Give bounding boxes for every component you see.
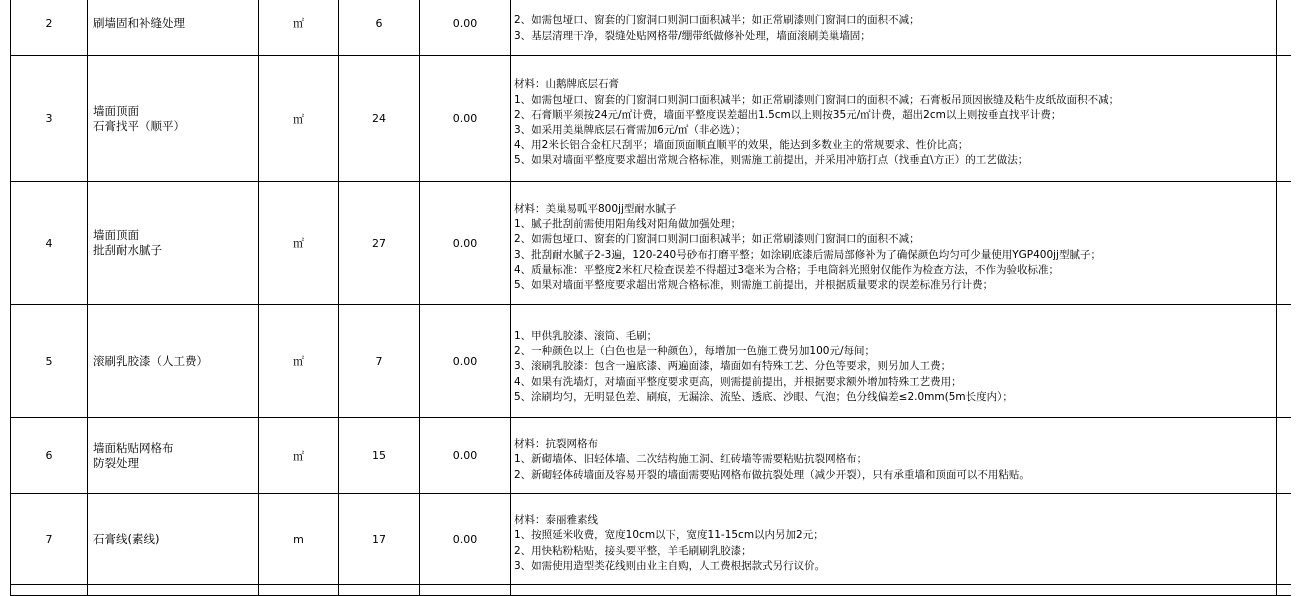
table-row[interactable] xyxy=(11,56,1292,182)
cell-index[interactable]: 4 xyxy=(11,182,88,305)
item-name-line: 石膏找平（顺平） xyxy=(93,118,185,133)
description-line: 2、如需包垭口、窗套的门窗洞口则洞口面积减半；如正常刷漆则门窗洞口的面积不减； xyxy=(514,14,920,27)
description-line: 3、如需使用造型类花线则由业主自购，人工费根据款式另行议价。 xyxy=(514,559,826,572)
description-line: 1、新砌墙体、旧轻体墙、二次结构施工洞、红砖墙等需要粘贴抗裂网格布； xyxy=(514,453,868,466)
cell-unit[interactable]: ㎡ xyxy=(259,182,339,305)
cell-unit[interactable]: ㎡ xyxy=(259,0,339,56)
description-line: 1、如需包垭口、窗套的门窗洞口则洞口面积减半；如正常刷漆则门窗洞口的面积不减；石膏板吊顶因嵌缝及粘牛皮纸故面积不减； xyxy=(514,93,1120,106)
description-line: 5、涂刷均匀，无明显色差、刷痕，无漏涂、流坠、透底、沙眼、气泡；色分线偏差≤2.0mm(5m长度内）； xyxy=(514,390,1013,403)
cell-quantity[interactable]: 6 xyxy=(339,0,420,56)
cell-blank[interactable] xyxy=(1277,585,1292,596)
description-line: 材料：美巢易呱平800jj型耐水腻子 xyxy=(514,202,677,215)
cell-quantity[interactable]: 27 xyxy=(339,182,420,305)
cell-price[interactable]: 0.00 xyxy=(420,0,511,56)
cell-description[interactable] xyxy=(511,182,1277,305)
cell-unit[interactable]: ㎡ xyxy=(259,305,339,418)
item-name-line: 防裂处理 xyxy=(93,455,139,470)
quotation-table-body xyxy=(11,0,1292,596)
description-line: 5、如果对墙面平整度要求超出常规合格标准，则需施工前提出，并根据质量要求的误差标准另行计费； xyxy=(514,278,994,291)
cell-quantity[interactable]: 17 xyxy=(339,494,420,585)
cell-index[interactable]: 3 xyxy=(11,56,88,182)
cell-item-name[interactable] xyxy=(88,182,259,305)
description-line: 2、如需包垭口、窗套的门窗洞口则洞口面积减半；如正常刷漆则门窗洞口的面积不减； xyxy=(514,233,920,246)
cell-item-name[interactable] xyxy=(88,56,259,182)
description-line: 材料：山鹅牌底层石膏 xyxy=(514,78,619,91)
item-name-line: 墙面粘贴网格布 xyxy=(93,440,174,455)
cell-index[interactable]: 7 xyxy=(11,494,88,585)
description-line: 2、石膏顺平须按24元/㎡计费，墙面平整度误差超出1.5cm以上则按35元/㎡计费，超出2cm以上则按垂直找平计费； xyxy=(514,108,1062,121)
description-line: 4、如果有洗墙灯，对墙面平整度要求更高，则需提前提出，并根据要求额外增加特殊工艺费用； xyxy=(514,375,962,388)
item-name-line: 石膏线(素线) xyxy=(93,531,160,546)
item-name-line: 墙面顶面 xyxy=(93,103,139,118)
cell-description[interactable] xyxy=(511,0,1277,56)
description-line: 3、批刮耐水腻子2-3遍，120-240号砂布打磨平整；如涂刷底漆后需局部修补为了确保颜色均匀可少量使用YGP400jj型腻子； xyxy=(514,248,1101,261)
table-row[interactable] xyxy=(11,585,1292,596)
cell-price[interactable]: 0.00 xyxy=(420,418,511,494)
description-line: 5、如果对墙面平整度要求超出常规合格标准，则需施工前提出，并采用冲筋打点（找垂直\方正）的工艺做法； xyxy=(514,154,1029,167)
cell-blank[interactable] xyxy=(1277,56,1292,182)
cell-blank[interactable] xyxy=(1277,305,1292,418)
item-name-line: 刷墙固和补缝处理 xyxy=(93,15,185,30)
description-line: 1、甲供乳胶漆、滚筒、毛刷； xyxy=(514,329,658,342)
cell-item-name[interactable] xyxy=(88,494,259,585)
cell-unit[interactable]: ㎡ xyxy=(259,418,339,494)
item-name-line: 墙面顶面 xyxy=(93,228,139,242)
table-row[interactable] xyxy=(11,182,1292,305)
cell-item-name[interactable] xyxy=(88,305,259,418)
cell-item-name[interactable] xyxy=(88,0,259,56)
cell-price[interactable]: 0.00 xyxy=(420,182,511,305)
cell-index[interactable]: 2 xyxy=(11,0,88,56)
cell-item-name[interactable] xyxy=(88,585,259,596)
description-line: 2、一种颜色以上（白色也是一种颜色），每增加一色施工费另加100元/每间； xyxy=(514,345,876,358)
cell-blank[interactable] xyxy=(1277,0,1292,56)
cell-item-name[interactable] xyxy=(88,418,259,494)
cell-index[interactable]: 6 xyxy=(11,418,88,494)
item-name-line: 批刮耐水腻子 xyxy=(93,243,162,257)
cell-description[interactable] xyxy=(511,305,1277,418)
cell-description[interactable] xyxy=(511,418,1277,494)
cell-unit[interactable]: m xyxy=(259,494,339,585)
table-row[interactable] xyxy=(11,0,1292,56)
description-line: 3、滚刷乳胶漆：包含一遍底漆、两遍面漆，墙面如有特殊工艺、分色等要求，则另加人工费； xyxy=(514,360,952,373)
cell-unit[interactable]: ㎡ xyxy=(259,56,339,182)
quotation-table xyxy=(10,0,1291,596)
description-line: 2、用快粘粉粘贴，接头要平整，羊毛刷刷乳胶漆； xyxy=(514,544,752,557)
cell-quantity[interactable]: 24 xyxy=(339,56,420,182)
description-line: 材料：泰丽雅素线 xyxy=(514,514,598,527)
cell-quantity[interactable]: 15 xyxy=(339,418,420,494)
cell-description[interactable] xyxy=(511,56,1277,182)
cell-index[interactable]: 5 xyxy=(11,305,88,418)
cell-description[interactable] xyxy=(511,494,1277,585)
cell-price[interactable] xyxy=(420,585,511,596)
description-line: 1、腻子批刮前需使用阳角线对阳角做加强处理； xyxy=(514,218,742,231)
cell-description[interactable] xyxy=(511,585,1277,596)
description-line: 1、按照延米收费，宽度10cm以下，宽度11-15cm以内另加2元； xyxy=(514,529,824,542)
table-row[interactable] xyxy=(11,418,1292,494)
cell-blank[interactable] xyxy=(1277,182,1292,305)
description-line: 2、新砌轻体砖墙面及容易开裂的墙面需要贴网格布做抗裂处理（减少开裂），只有承重墙和顶面可以不用粘贴。 xyxy=(514,468,1030,481)
table-row[interactable] xyxy=(11,305,1292,418)
item-name-line: 滚刷乳胶漆（人工费） xyxy=(93,353,208,368)
cell-quantity[interactable] xyxy=(339,585,420,596)
cell-price[interactable]: 0.00 xyxy=(420,56,511,182)
description-line: 材料：抗裂网格布 xyxy=(514,438,598,451)
cell-quantity[interactable]: 7 xyxy=(339,305,420,418)
cell-blank[interactable] xyxy=(1277,418,1292,494)
description-line: 3、如采用美巢牌底层石膏需加6元/㎡（非必选）； xyxy=(514,124,747,136)
cell-blank[interactable] xyxy=(1277,494,1292,585)
cell-unit[interactable] xyxy=(259,585,339,596)
cell-price[interactable]: 0.00 xyxy=(420,494,511,585)
description-line: 4、质量标准：平整度2米杠尺检查误差不得超过3毫米为合格；手电筒斜光照射仅能作为检查方法，不作为验收标准； xyxy=(514,263,1060,276)
description-line: 3、基层清理干净，裂缝处贴网格带/绷带纸做修补处理，墙面滚刷美巢墙固； xyxy=(514,29,871,42)
description-line: 4、用2米长铝合金杠尺刮平；墙面顶面顺直顺平的效果，能达到多数业主的常规要求、性价比高； xyxy=(514,139,969,152)
cell-index[interactable] xyxy=(11,585,88,596)
table-row[interactable] xyxy=(11,494,1292,585)
cell-price[interactable]: 0.00 xyxy=(420,305,511,418)
